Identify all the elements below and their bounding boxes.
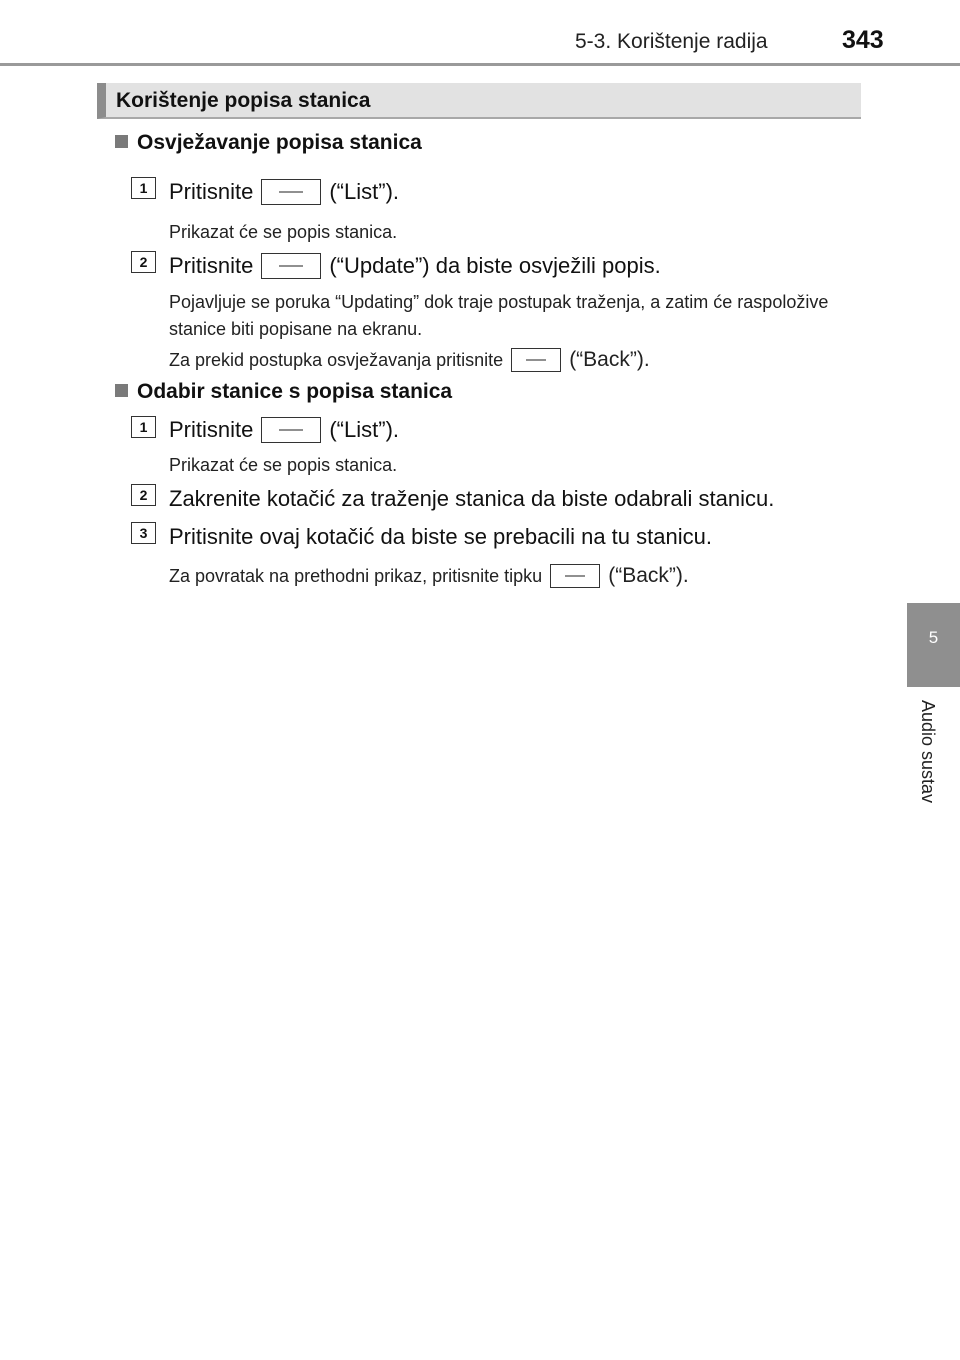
header-rule [0,63,960,66]
step-note: Prikazat će se popis stanica. [169,222,398,242]
step-text-before: Pritisnite [169,417,254,442]
subsection-heading-refresh [115,131,422,155]
step-note [169,348,650,372]
step-text [169,417,399,443]
step-note [169,564,689,588]
step-badge: 1 [131,416,156,438]
step-text: Zakrenite kotačić za traženje stanica da biste odabrali stanicu. [169,486,775,511]
step-text-before: Pritisnite [169,179,254,204]
step-text [169,253,661,279]
step-text: Pritisnite ovaj kotačić da biste se prebacili na tu stanicu. [169,524,712,549]
note-text-before: Za povratak na prethodni prikaz, pritisnite tipku [169,566,543,586]
subsection-heading-select [115,380,452,404]
subsection-heading-text: Odabir stanice s popisa stanica [137,380,453,403]
note-text-after: (“Back”). [608,564,689,587]
step-badge: 2 [131,251,156,273]
update-button-icon [261,253,321,279]
back-button-icon [511,348,561,372]
step-badge: 1 [131,177,156,199]
step-note: Pojavljuje se poruka “Updating” dok traje postupak traženja, a zatim će raspoložive stanice biti popisane na ekranu. [169,292,829,339]
page-number: 343 [842,26,884,54]
back-button-icon [550,564,600,588]
step-text-before: Pritisnite [169,253,254,278]
subsection-heading-text: Osvježavanje popisa stanica [137,131,422,154]
chapter-tab-number: 5 [928,628,939,647]
step-note: Prikazat će se popis stanica. [169,455,398,475]
step-badge: 3 [131,522,156,544]
step-text [169,179,399,205]
section-title: Korištenje popisa stanica [116,89,371,112]
square-bullet-icon [115,135,128,148]
note-text-before: Za prekid postupka osvježavanja pritisnite [169,350,504,370]
square-bullet-icon [115,384,128,397]
note-text-after: (“Back”). [569,348,650,371]
step-text-after: (“List”). [329,179,400,204]
list-button-icon [261,179,321,205]
chapter-tab-label: Audio sustav [918,700,938,804]
running-header-section: 5-3. Korištenje radija [575,30,768,53]
step-text-after: (“Update”) da biste osvježili popis. [329,253,661,278]
step-badge: 2 [131,484,156,506]
step-text-after: (“List”). [329,417,400,442]
list-button-icon [261,417,321,443]
